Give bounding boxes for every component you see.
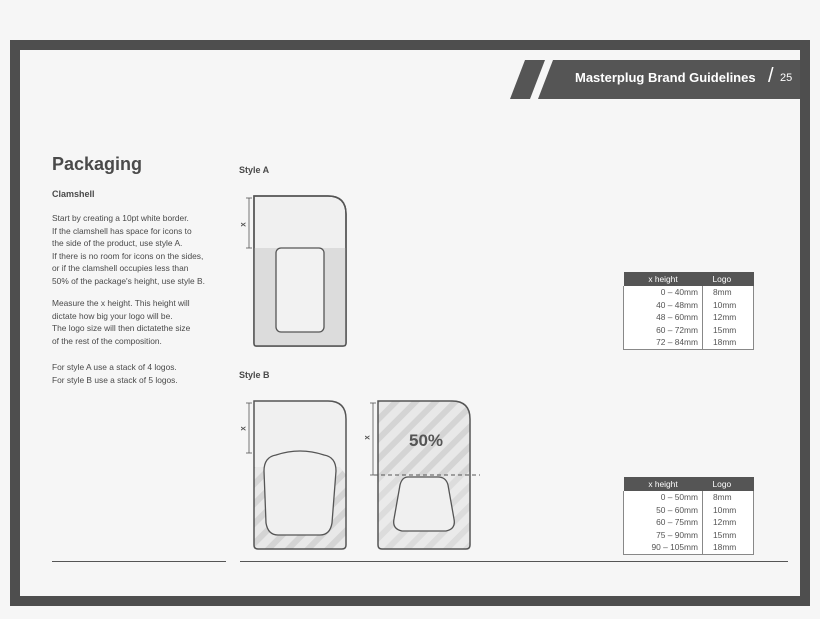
style-b-label: Style B: [239, 370, 270, 380]
divider-right: [240, 561, 788, 562]
table-row: [624, 286, 754, 299]
table-header-logo: Logo: [703, 272, 754, 286]
table-cell: 40 – 48mm: [624, 299, 703, 312]
table-cell: 60 – 72mm: [624, 324, 703, 337]
table-cell: 10mm: [703, 299, 754, 312]
table-row: [624, 324, 754, 337]
table-cell: 12mm: [703, 516, 754, 529]
page-title: Packaging: [52, 154, 143, 174]
divider-left: [52, 561, 226, 562]
table-header-logo: Logo: [703, 477, 754, 491]
page-inner: [20, 50, 800, 596]
table-row: [624, 491, 754, 504]
style-a-x-marker: x: [238, 222, 248, 227]
table-cell: 75 – 90mm: [624, 529, 703, 542]
table-cell: 15mm: [703, 324, 754, 337]
table-cell: 8mm: [703, 491, 754, 504]
table-cell: 48 – 60mm: [624, 311, 703, 324]
brand-title: Masterplug Brand Guidelines: [575, 70, 756, 85]
style-b-x-marker-1: x: [238, 426, 248, 431]
table-row: [624, 311, 754, 324]
percent-label: 50%: [409, 431, 444, 450]
table-row: [624, 336, 754, 349]
style-a-size-table: [623, 272, 754, 350]
table-cell: 10mm: [703, 504, 754, 517]
table-row: [624, 541, 754, 554]
table-header-row: [624, 272, 754, 286]
table-row: [624, 504, 754, 517]
page-frame: [10, 40, 810, 606]
table-header-x-height: x height: [624, 477, 703, 491]
style-b-x-marker-2: x: [362, 435, 372, 440]
table-header-row: [624, 477, 754, 491]
table-cell: 15mm: [703, 529, 754, 542]
table-cell: 72 – 84mm: [624, 336, 703, 349]
paragraph-style-choice: Start by creating a 10pt white border. If the clamshell has space for icons to the side of the product, use style A. If there is no room for icons on the sides, or if the clamshell occupies less than 50% of the package's height, use style B.: [52, 213, 205, 286]
style-a-label: Style A: [239, 165, 270, 175]
table-cell: 18mm: [703, 541, 754, 554]
paragraph-x-height: Measure the x height. This height will dictate how big your logo will be. The logo size will then dictatethe size of the rest of the composition.: [52, 298, 191, 346]
table-cell: 0 – 50mm: [624, 491, 703, 504]
table-cell: 18mm: [703, 336, 754, 349]
table-cell: 60 – 75mm: [624, 516, 703, 529]
table-row: [624, 529, 754, 542]
table-cell: 12mm: [703, 311, 754, 324]
table-cell: 50 – 60mm: [624, 504, 703, 517]
header-slash: /: [768, 65, 774, 87]
style-b-size-table: [623, 477, 754, 555]
table-cell: 0 – 40mm: [624, 286, 703, 299]
table-row: [624, 299, 754, 312]
style-a-diagram: [240, 190, 360, 355]
table-row: [624, 516, 754, 529]
table-cell: 8mm: [703, 286, 754, 299]
section-subtitle: Clamshell: [52, 189, 95, 199]
paragraph-logo-stack: For style A use a stack of 4 logos. For style B use a stack of 5 logos.: [52, 362, 178, 385]
style-b-diagrams: [240, 395, 490, 560]
table-cell: 90 – 105mm: [624, 541, 703, 554]
page-number: 25: [780, 72, 793, 84]
table-header-x-height: x height: [624, 272, 703, 286]
